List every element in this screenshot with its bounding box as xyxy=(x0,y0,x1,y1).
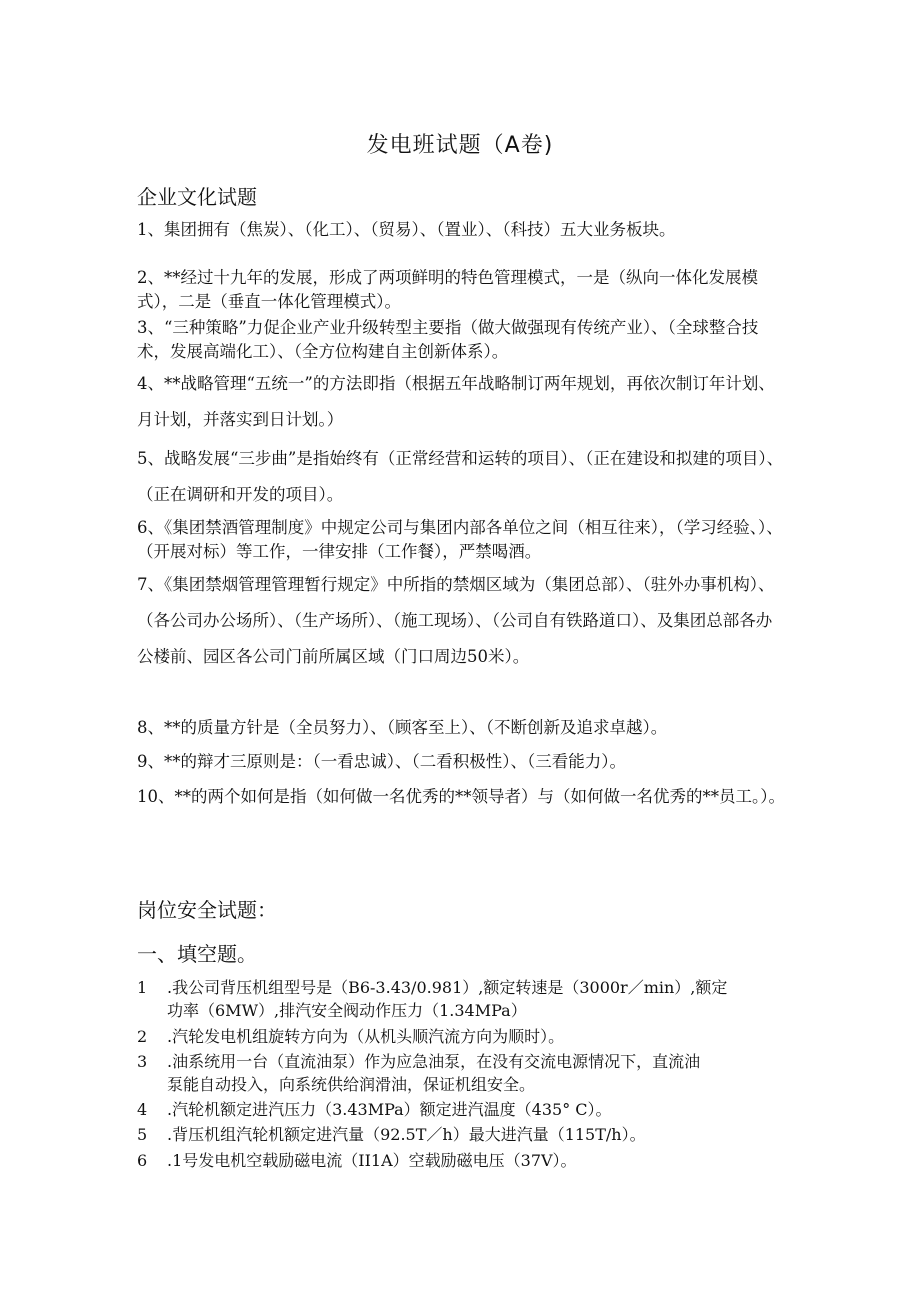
culture-question-1: 1、集团拥有（焦炭）、（化工）、（贸易）、（置业）、（科技）五大业务板块。 xyxy=(137,220,676,239)
safety-item-3 xyxy=(137,1050,787,1096)
culture-question-2: 2、**经过十九年的发展，形成了两项鲜明的特色管理模式，一是（纵向一体化发展模式），二是（垂直一体化管理模式）。 xyxy=(137,268,758,311)
item-text: .汽轮发电机组旋转方向为（从机头顺汽流方向为顺时）。 xyxy=(167,1027,565,1046)
culture-question-3: 3、“三种策略”力促企业产业升级转型主要指（做大做强现有传统产业）、（全球整合技术，发展高端化工）、（全方位构建自主创新体系）。 xyxy=(137,318,759,361)
culture-question-5: 5、战略发展“三步曲”是指始终有（正常经营和运转的项目）、（正在建设和拟建的项目）、（正在调研和开发的项目）。 xyxy=(137,449,784,504)
page-title: 发电班试题（A卷) xyxy=(366,133,554,158)
item-number: 2 xyxy=(137,1027,148,1046)
item-number: 4 xyxy=(137,1100,148,1119)
culture-question-9: 9、**的辩才三原则是：（一看忠诚）、（二看积极性）、（三看能力）。 xyxy=(137,752,626,771)
safety-item-6 xyxy=(137,1149,787,1172)
safety-item-2 xyxy=(137,1025,787,1048)
item-text-continued: 泵能自动投入，向系统供给润滑油，保证机组安全。 xyxy=(167,1075,536,1094)
item-text: .我公司背压机组型号是（B6-3.43/0.981）,额定转速是（3000r／min）,额定 xyxy=(167,978,728,997)
item-text: .背压机组汽轮机额定进汽量（92.5T／h）最大进汽量（115T/h）。 xyxy=(167,1125,646,1144)
safety-item-1 xyxy=(137,976,787,1022)
item-number: 3 xyxy=(137,1052,148,1071)
item-number: 6 xyxy=(137,1151,148,1170)
culture-question-10: 10、**的两个如何是指（如何做一名优秀的**领导者）与（如何做一名优秀的**员工。）。 xyxy=(137,787,785,806)
culture-question-4: 4、**战略管理“五统一”的方法即指（根据五年战略制订两年规划，再依次制订年计划、月计划，并落实到日计划。） xyxy=(137,374,775,429)
culture-section-heading: 企业文化试题 xyxy=(137,185,257,209)
culture-question-6: 6、《集团禁酒管理制度》中规定公司与集团内部各单位之间（相互往来），（学习经验、）、（开展对标）等工作，一律安排（工作餐），严禁喝酒。 xyxy=(137,518,783,561)
item-number: 1 xyxy=(137,978,148,997)
item-number: 5 xyxy=(137,1125,148,1144)
safety-section-heading: 岗位安全试题： xyxy=(137,898,277,922)
fill-in-blank-heading: 一、填空题。 xyxy=(137,942,257,966)
item-text: .油系统用一台（直流油泵）作为应急油泵，在没有交流电源情况下，直流油 xyxy=(167,1052,701,1071)
item-text: .1号发电机空载励磁电流（II1A）空载励磁电压（37V）。 xyxy=(167,1151,577,1170)
safety-item-5 xyxy=(137,1123,787,1146)
item-text-continued: 功率（6MW）,排汽安全阀动作压力（1.34MPa） xyxy=(167,1001,527,1020)
safety-item-4 xyxy=(137,1098,787,1121)
culture-question-7: 7、《集团禁烟管理管理暂行规定》中所指的禁烟区域为（集团总部）、（驻外办事机构）、（各公司办公场所）、（生产场所）、（施工现场）、（公司自有铁路道口）、及集团总部各办公楼前、园区各公司门前所属区域（门口周边50米）。 xyxy=(137,575,775,666)
item-text: .汽轮机额定进汽压力（3.43MPa）额定进汽温度（435° C）。 xyxy=(167,1100,612,1119)
culture-question-8: 8、**的质量方针是（全员努力）、（顾客至上）、（不断创新及追求卓越）。 xyxy=(137,718,668,737)
